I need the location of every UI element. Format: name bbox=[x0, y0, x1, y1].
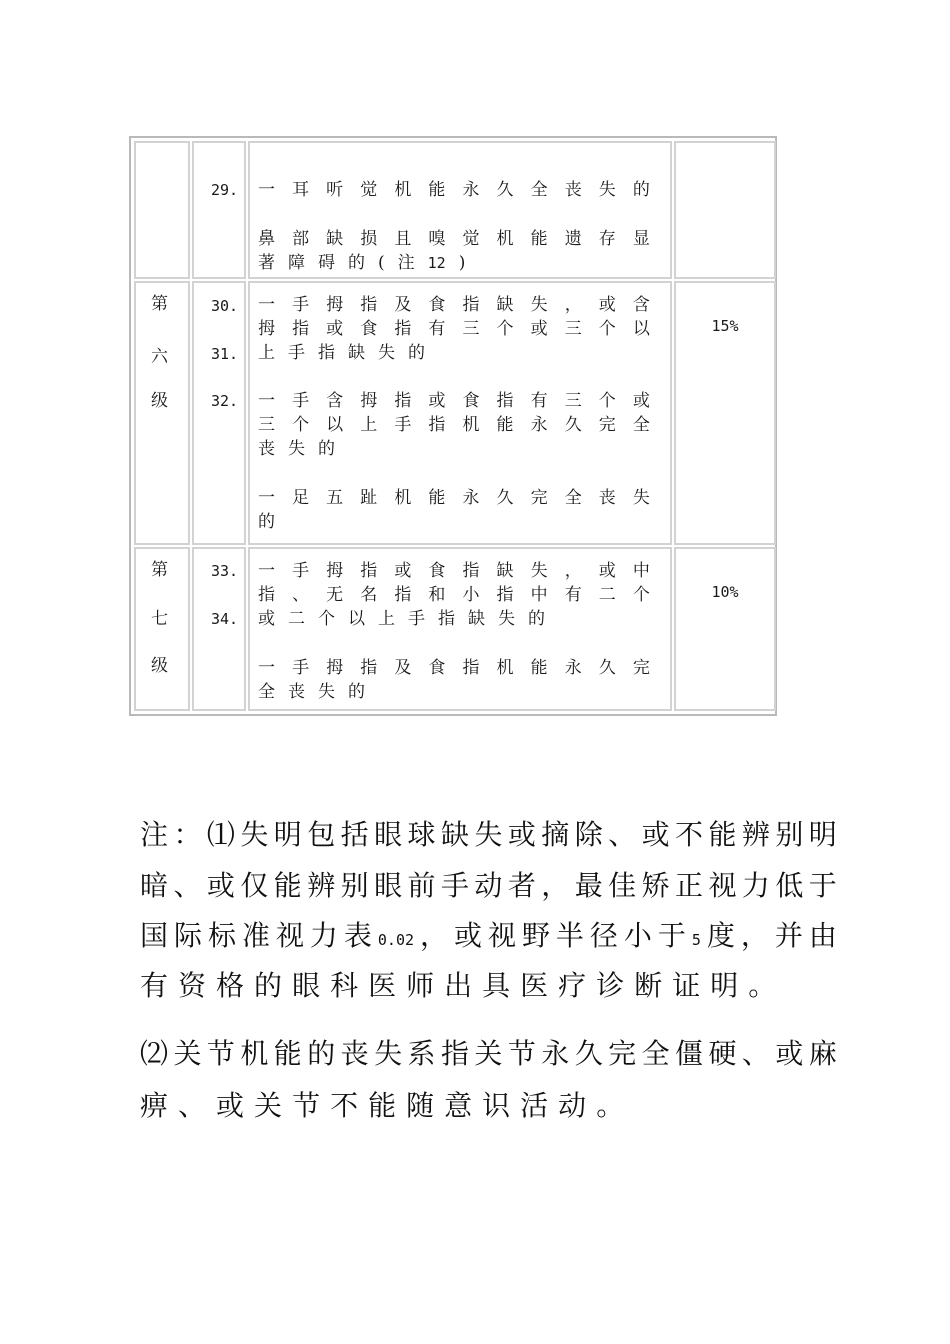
notes-section bbox=[140, 818, 837, 1148]
grade-cell bbox=[134, 281, 190, 545]
text-line: 指 、 无 名 指 和 小 指 中 有 二 个 bbox=[258, 585, 650, 605]
grade-cell bbox=[134, 547, 190, 711]
text-line: 全 丧 失 的 bbox=[258, 682, 365, 702]
item-description bbox=[258, 178, 650, 202]
text-line: 上 手 指 缺 失 的 bbox=[258, 343, 425, 363]
description-cell bbox=[248, 281, 672, 545]
item-number: 30. bbox=[211, 297, 239, 315]
item-number: 31. bbox=[211, 345, 239, 363]
text-line: 丧 失 的 bbox=[258, 439, 335, 459]
item-description bbox=[258, 389, 650, 461]
description-cell bbox=[248, 547, 672, 711]
text-line: 一 手 拇 指 及 食 指 机 能 永 久 完 bbox=[258, 658, 650, 678]
table-row bbox=[134, 141, 772, 279]
text-line: 一 耳 听 觉 机 能 永 久 全 丧 失 的 bbox=[258, 180, 650, 200]
item-number: 29. bbox=[211, 181, 239, 199]
text-line: 一 手 拇 指 或 食 指 缺 失 ， 或 中 bbox=[258, 561, 650, 581]
note-2-line: ⑵ 关 节 机 能 的 丧 失 系 指 关 节 永 久 完 全 僵 硬 、 或 麻 bbox=[140, 1037, 837, 1070]
note-1-line: 注 ： ⑴ 失 明 包 括 眼 球 缺 失 或 摘 除 、 或 不 能 辨 别 明 bbox=[140, 818, 837, 851]
grade-label: 六 bbox=[151, 347, 168, 367]
text-line: 的 bbox=[258, 512, 275, 532]
item-description bbox=[258, 656, 650, 704]
percent-cell bbox=[674, 141, 776, 279]
grade-label: 级 bbox=[151, 656, 168, 676]
number-cell bbox=[192, 547, 246, 711]
text-line: 一 手 含 拇 指 或 食 指 有 三 个 或 bbox=[258, 391, 650, 411]
grade-cell bbox=[134, 141, 190, 279]
grade-label: 级 bbox=[151, 391, 168, 411]
text-line: 一 足 五 趾 机 能 永 久 完 全 丧 失 bbox=[258, 488, 650, 508]
note-2-line: 痹 、 或 关 节 不 能 随 意 识 活 动 。 bbox=[140, 1089, 625, 1122]
table-row bbox=[134, 547, 772, 711]
grade-label: 第 bbox=[151, 294, 168, 314]
item-number: 32. bbox=[211, 392, 239, 410]
item-number: 33. bbox=[211, 562, 239, 580]
text-line: 鼻 部 缺 损 且 嗅 觉 机 能 遗 存 显 bbox=[258, 229, 650, 249]
note-1-line: 暗 、 或 仅 能 辨 别 眼 前 手 动 者 ， 最 佳 矫 正 视 力 低 于 bbox=[140, 869, 837, 902]
percent-cell bbox=[674, 281, 776, 545]
item-number: 34. bbox=[211, 610, 239, 628]
note-1-line: 有 资 格 的 眼 科 医 师 出 具 医 疗 诊 断 证 明 。 bbox=[140, 969, 777, 1002]
item-description bbox=[258, 486, 650, 534]
description-cell bbox=[248, 141, 672, 279]
text-line: 著 障 碍 的 ( 注 12 ) bbox=[258, 253, 466, 273]
item-description bbox=[258, 227, 650, 275]
grade-label: 七 bbox=[151, 609, 168, 629]
item-description bbox=[258, 559, 650, 631]
number-cell bbox=[192, 281, 246, 545]
note-1-line: 国 际 标 准 视 力 表 0.02 ， 或 视 野 半 径 小 于 5 度 ， 并 由 bbox=[140, 919, 837, 952]
grade-label: 第 bbox=[151, 560, 168, 580]
text-line: 一 手 拇 指 及 食 指 缺 失 ， 或 含 bbox=[258, 295, 650, 315]
percent-value: 10% bbox=[711, 583, 739, 601]
text-line: 或 二 个 以 上 手 指 缺 失 的 bbox=[258, 609, 545, 629]
disability-table bbox=[129, 136, 777, 716]
table-row bbox=[134, 281, 772, 545]
text-line: 三 个 以 上 手 指 机 能 永 久 完 全 bbox=[258, 415, 650, 435]
text-line: 拇 指 或 食 指 有 三 个 或 三 个 以 bbox=[258, 319, 650, 339]
percent-cell bbox=[674, 547, 776, 711]
percent-value: 15% bbox=[711, 317, 739, 335]
number-cell bbox=[192, 141, 246, 279]
item-description bbox=[258, 293, 650, 365]
